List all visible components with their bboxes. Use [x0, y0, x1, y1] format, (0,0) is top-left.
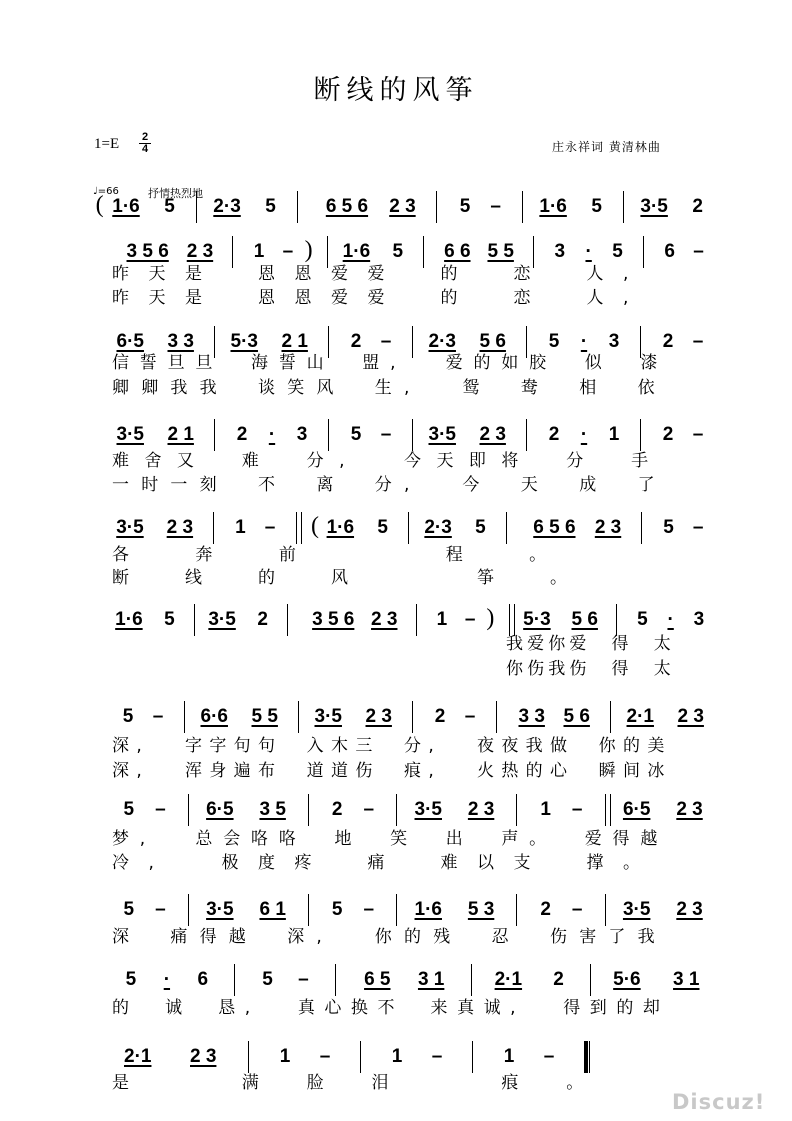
note-group: 3	[608, 331, 620, 352]
barline	[287, 604, 288, 636]
note-group: 6 5 6	[533, 517, 576, 538]
note-group: –	[692, 517, 704, 538]
note-group: –	[380, 331, 392, 352]
barline	[589, 1041, 590, 1073]
barline	[506, 512, 507, 544]
barline	[514, 604, 515, 636]
barline	[308, 794, 309, 826]
barline	[516, 794, 517, 826]
parenthesis: (	[95, 192, 104, 218]
barline	[590, 964, 591, 996]
barline	[610, 701, 611, 733]
note-group: –	[464, 609, 476, 630]
note-group: ·	[580, 424, 588, 445]
lyric-line: 卿卿我我 谈笑风 生, 鸳 鸯 相 依	[112, 378, 667, 398]
barline	[605, 894, 606, 926]
note-group: 3·5	[314, 706, 342, 727]
barline	[640, 419, 641, 451]
notes-row	[0, 707, 792, 727]
note-group: 5 6	[563, 706, 590, 727]
note-group: 2·3	[428, 331, 456, 352]
note-group: 6·5	[206, 799, 234, 820]
barline	[623, 191, 624, 223]
note-group: 3	[693, 609, 705, 630]
note-group: ·	[585, 241, 592, 262]
note-group: 5	[123, 899, 135, 920]
note-group: 2 1	[167, 424, 194, 445]
note-group: 6·5	[116, 331, 144, 352]
note-group: 5	[475, 517, 486, 538]
note-group: –	[543, 1046, 555, 1067]
parenthesis: (	[310, 513, 319, 539]
lyric-line: 深, 字字句句 入木三 分, 夜夜我做 你的美	[112, 736, 672, 756]
lyric-line: 昨天是 恩恩爱爱 的 恋 人,	[112, 288, 648, 308]
note-group: 5	[663, 517, 674, 538]
barline	[396, 894, 397, 926]
note-group: 3·5	[206, 899, 234, 920]
barline	[297, 191, 298, 223]
note-group: 2	[662, 331, 674, 352]
note-group: 1·6	[326, 517, 355, 538]
barline	[184, 701, 185, 733]
note-group: –	[363, 899, 375, 920]
barline	[214, 419, 215, 451]
lyric-line: 信誓旦旦 海誓山 盟, 爱的如胶 似 漆	[112, 353, 669, 373]
lyric-line: 各奔前 程。	[112, 545, 613, 565]
note-group: –	[319, 1046, 331, 1067]
note-group: 2	[236, 424, 248, 445]
note-group: 5·6	[613, 969, 641, 990]
barline	[234, 964, 235, 996]
barline	[472, 1041, 473, 1073]
note-group: 3 5 6	[312, 609, 355, 630]
repeat-barline	[584, 1041, 588, 1073]
parenthesis: )	[304, 237, 313, 263]
lyric-line: 昨天是 恩恩爱爱 的 恋 人,	[112, 264, 648, 284]
note-group: 3·5	[208, 609, 236, 630]
note-group: 2 3	[594, 517, 622, 538]
note-group: 3 3	[167, 331, 194, 352]
credit-line: 庄永祥词 黄清林曲	[552, 140, 661, 154]
time-sig-bottom: 4	[141, 143, 149, 155]
note-group: ·	[667, 609, 674, 630]
lyric-line: 冷, 极度疼 痛 难以支 撑。	[112, 853, 660, 873]
note-group: 2 3	[677, 706, 704, 727]
note-group: 3·5	[414, 799, 442, 820]
note-group: 2·1	[626, 706, 654, 727]
note-group: 2	[434, 706, 446, 727]
note-group: 1	[391, 1046, 403, 1067]
note-group: 2 3	[676, 899, 703, 920]
note-group: –	[282, 241, 294, 262]
note-group: 2 3	[479, 424, 506, 445]
note-group: 6 1	[259, 899, 286, 920]
note-group: ·	[268, 424, 276, 445]
barline	[360, 1041, 361, 1073]
note-group: 5	[392, 241, 404, 262]
note-group: –	[692, 331, 704, 352]
note-group: 2	[257, 609, 268, 630]
note-group: 3·5	[622, 899, 651, 920]
note-group: 2	[350, 331, 362, 352]
note-group: 5	[164, 196, 175, 217]
note-group: 3·5	[428, 424, 456, 445]
note-group: 2	[548, 424, 560, 445]
note-group: 2·1	[494, 969, 523, 990]
note-group: 1	[436, 609, 448, 630]
barline	[496, 701, 497, 733]
note-group: 6 5	[364, 969, 391, 990]
note-group: 5	[164, 609, 175, 630]
lyric-line: 一时一刻 不 离 分, 今 天 成 了	[112, 475, 667, 495]
note-group: 2 3	[389, 196, 416, 217]
note-group: 1	[608, 424, 620, 445]
note-group: 2	[692, 196, 703, 217]
note-group: 5 3	[467, 899, 495, 920]
note-group: –	[152, 706, 164, 727]
note-group: 3 5	[259, 799, 286, 820]
note-group: –	[693, 241, 704, 262]
note-group: 3 1	[673, 969, 700, 990]
barline	[308, 894, 309, 926]
notes-row	[0, 800, 792, 820]
note-group: –	[431, 1046, 443, 1067]
note-group: 2	[540, 899, 551, 920]
note-group: ·	[163, 969, 171, 990]
note-group: 3·5	[116, 424, 144, 445]
note-group: –	[363, 799, 375, 820]
note-group: 5	[377, 517, 388, 538]
lyric-line: 我爱你爱 得 太	[506, 634, 675, 654]
note-group: –	[155, 799, 166, 820]
note-group: 2 3	[166, 517, 194, 538]
time-sig-top: 2	[139, 132, 151, 144]
note-group: 2 3	[371, 609, 398, 630]
note-group: –	[298, 969, 309, 990]
barline	[526, 419, 527, 451]
note-group: 2·1	[124, 1046, 152, 1067]
barline	[412, 419, 413, 451]
note-group: –	[571, 799, 583, 820]
note-group: 5	[123, 799, 135, 820]
barline	[412, 701, 413, 733]
note-group: 1	[235, 517, 246, 538]
note-group: –	[490, 196, 501, 217]
barline	[516, 894, 517, 926]
note-group: 5	[459, 196, 471, 217]
notes-row	[0, 425, 792, 445]
note-group: 1	[540, 799, 551, 820]
note-group: 2 3	[186, 241, 214, 262]
notes-row	[0, 1047, 792, 1067]
note-group: 1·6	[414, 899, 442, 920]
note-group: –	[571, 899, 583, 920]
barline	[248, 1041, 249, 1073]
note-group: 5·3	[523, 609, 551, 630]
note-group: 5	[350, 424, 362, 445]
note-group: 6·6	[200, 706, 228, 727]
note-group: 2 3	[365, 706, 392, 727]
note-group: –	[155, 899, 166, 920]
note-group: –	[380, 424, 392, 445]
note-group: 3	[554, 241, 566, 262]
note-group: 6	[197, 969, 209, 990]
parenthesis: )	[486, 605, 495, 631]
lyric-line: 难舍又 难 分, 今天即将 分 手	[112, 451, 664, 471]
note-group: 5	[548, 331, 560, 352]
barline	[188, 794, 189, 826]
notes-row	[0, 900, 792, 920]
note-group: 2 3	[676, 799, 703, 820]
note-group: 1	[279, 1046, 291, 1067]
note-group: 5	[122, 706, 134, 727]
note-group: 3 5 6	[126, 241, 169, 262]
note-group: 1·6	[115, 609, 143, 630]
note-group: 1·6	[539, 196, 567, 217]
barline	[213, 512, 214, 544]
barline	[301, 512, 302, 544]
note-group: 5 6	[479, 331, 506, 352]
note-group: 2 1	[281, 331, 308, 352]
note-group: 1·6	[112, 196, 140, 217]
lyric-line: 是 满脸泪 痕。	[112, 1073, 632, 1093]
barline	[522, 191, 523, 223]
lyric-line: 你伤我伤 得 太	[506, 659, 675, 679]
barline	[471, 964, 472, 996]
note-group: 3	[296, 424, 308, 445]
note-group: 5	[612, 241, 623, 262]
barline	[436, 191, 437, 223]
barline	[616, 604, 617, 636]
note-group: 5 6	[571, 609, 598, 630]
lyric-line: 深 痛得越 深, 你的残 忍 伤害了我	[112, 927, 667, 947]
notes-row	[0, 237, 792, 263]
barline	[641, 512, 642, 544]
note-group: ·	[580, 331, 588, 352]
note-group: 2 3	[190, 1046, 217, 1067]
notes-row	[0, 605, 792, 631]
page-title: 断线的风筝	[313, 75, 479, 106]
note-group: 5	[591, 196, 602, 217]
note-group: 5	[331, 899, 343, 920]
note-group: 5 5	[487, 241, 514, 262]
note-group: 3 3	[518, 706, 545, 727]
barline	[335, 964, 336, 996]
watermark: Discuz!	[672, 1090, 766, 1114]
lyric-line: 的 诚 恳, 真心换不 来真诚, 得到的却	[112, 998, 670, 1018]
note-group: 2·3	[213, 196, 241, 217]
note-group: –	[692, 424, 704, 445]
note-group: 2	[331, 799, 343, 820]
barline	[194, 604, 195, 636]
repeat-barline	[605, 794, 606, 826]
barline	[408, 512, 409, 544]
note-group: 5	[262, 969, 273, 990]
notes-row	[0, 970, 792, 990]
note-group: –	[264, 517, 276, 538]
note-group: 3 1	[417, 969, 445, 990]
barline	[328, 419, 329, 451]
note-group: 2 3	[467, 799, 495, 820]
note-group: 3·5	[116, 517, 144, 538]
key-signature: 1=E	[94, 136, 120, 152]
note-group: 6	[664, 241, 675, 262]
repeat-barline	[296, 512, 297, 544]
barline	[610, 794, 611, 826]
time-signature	[139, 132, 151, 155]
note-group: 5	[637, 609, 648, 630]
notes-row	[0, 513, 792, 539]
lyric-line: 梦, 总会咯咯 地 笑 出 声。 爱得越	[112, 829, 669, 849]
repeat-barline	[509, 604, 510, 636]
barline	[298, 701, 299, 733]
barline	[416, 604, 417, 636]
note-group: 1	[503, 1046, 515, 1067]
note-group: 6 6	[444, 241, 471, 262]
note-group: 2	[662, 424, 674, 445]
note-group: 5·3	[230, 331, 258, 352]
note-group: 5 5	[251, 706, 278, 727]
note-group: 2	[553, 969, 564, 990]
barline	[188, 894, 189, 926]
lyric-line: 断线的风 筝。	[112, 568, 623, 588]
note-group: –	[464, 706, 476, 727]
note-group: 6·5	[622, 799, 651, 820]
note-group: 2·3	[424, 517, 452, 538]
note-group: 6 5 6	[325, 196, 369, 217]
expression-mark: 抒情热烈地	[148, 187, 203, 200]
note-group: 5	[265, 196, 276, 217]
note-group: 5	[125, 969, 137, 990]
barline	[196, 191, 197, 223]
tempo-mark: ♩=66	[93, 186, 119, 197]
note-group: 1	[253, 241, 265, 262]
lyric-line: 深, 浑身遍布 道道伤 痕, 火热的心 瞬间冰	[112, 761, 672, 781]
note-group: 1·6	[342, 241, 371, 262]
note-group: 3·5	[640, 196, 668, 217]
barline	[396, 794, 397, 826]
notes-row	[0, 332, 792, 352]
